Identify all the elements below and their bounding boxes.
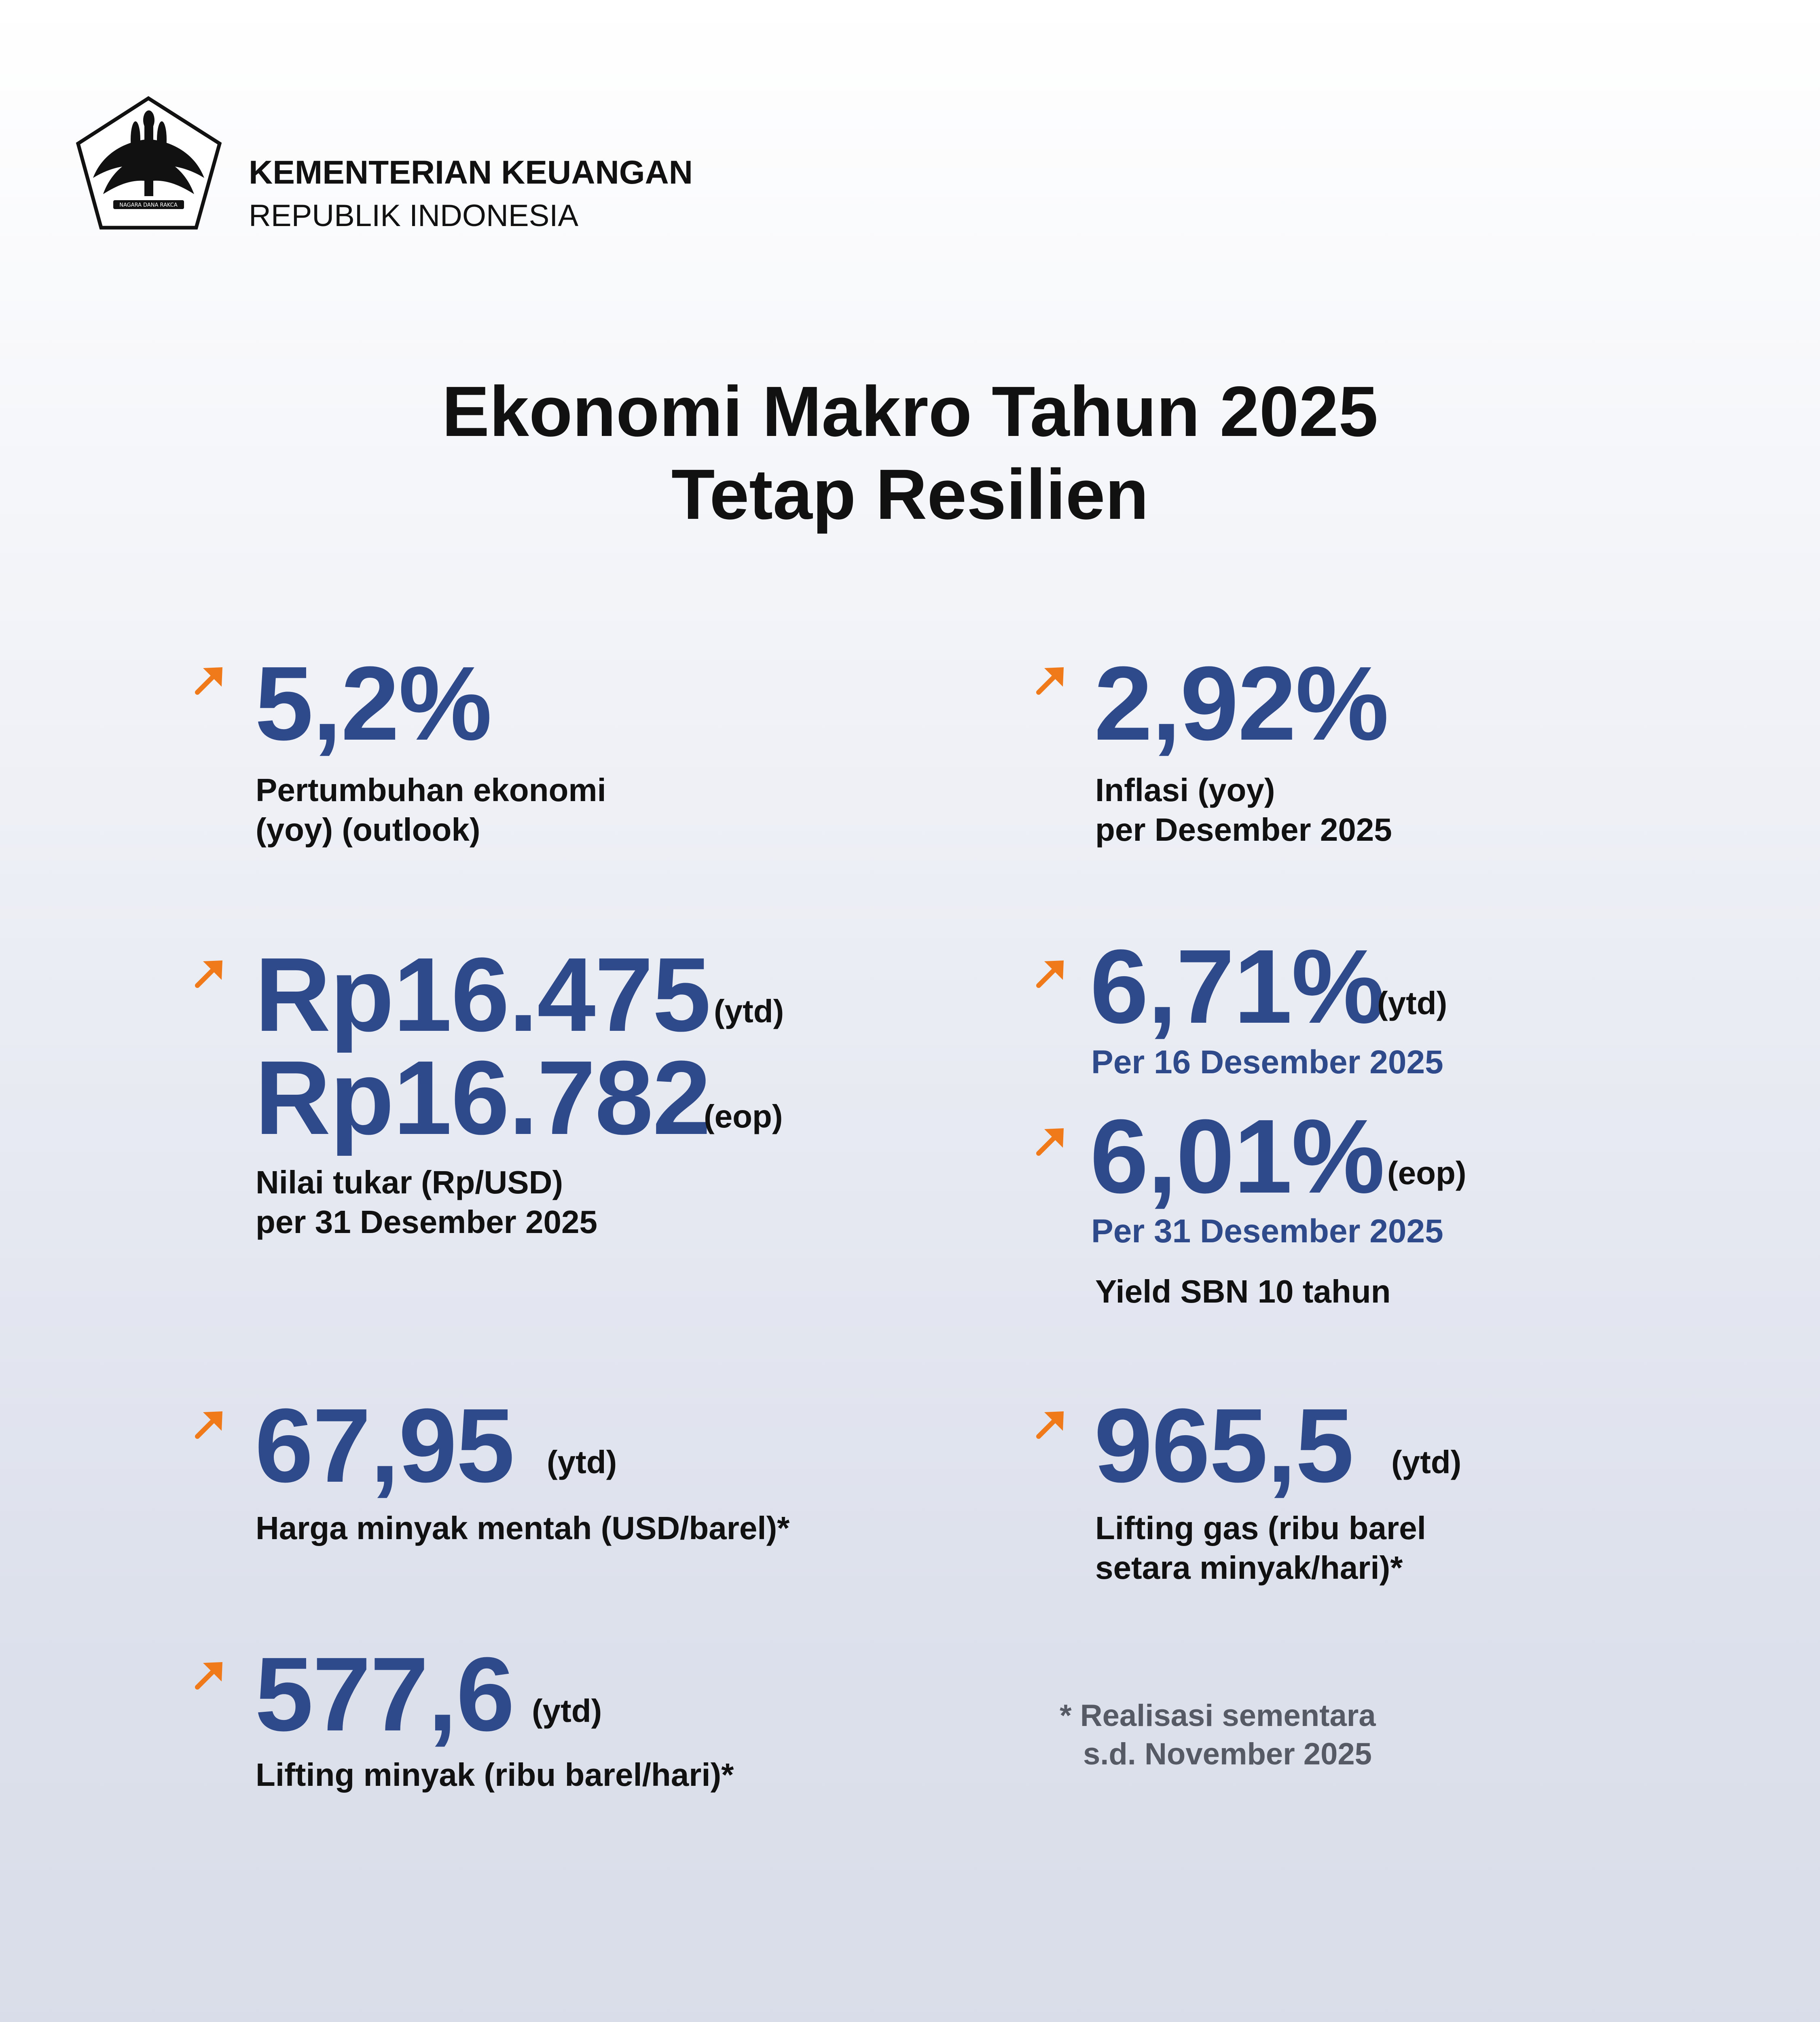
yield-ytd-tag: (ytd) [1377,985,1448,1021]
oil-lifting-tag: (ytd) [532,1693,602,1729]
oil-lifting-value: 577,6 [255,1636,514,1753]
arrow-up-right-icon [194,1407,226,1440]
oil-price-tag: (ytd) [547,1444,617,1480]
inflation-value: 2,92% [1094,645,1388,762]
gas-lifting-value: 965,5 [1094,1387,1353,1504]
exchange-eop-value: Rp16.782 [255,1039,710,1157]
growth-label: Pertumbuhan ekonomi (yoy) (outlook) [256,772,606,848]
yield-ytd-date: Per 16 Desember 2025 [1091,1044,1443,1081]
page-title-line2: Tetap Resilien [671,455,1149,534]
yield-label: Yield SBN 10 tahun [1095,1273,1391,1309]
arrow-up-right-icon [1035,663,1068,696]
arrow-up-right-icon [194,1658,226,1690]
yield-eop-tag: (eop) [1387,1155,1467,1191]
yield-ytd-value: 6,71% [1090,928,1384,1045]
arrow-up-right-icon [194,956,226,989]
exchange-ytd-value: Rp16.475 [255,936,710,1053]
yield-eop-value: 6,01% [1090,1098,1384,1215]
arrow-up-right-icon [194,663,226,696]
oil-price-value: 67,95 [255,1387,514,1504]
oil-price-label: Harga minyak mentah (USD/barel)* [256,1510,790,1546]
arrow-up-right-icon [1035,956,1068,989]
oil-lifting-label: Lifting minyak (ribu barel/hari)* [256,1757,734,1793]
gas-lifting-label: Lifting gas (ribu barel setara minyak/hari)* [1095,1510,1426,1586]
footnote: * Realisasi sementara s.d. November 2025 [1060,1698,1376,1771]
page-title-line1: Ekonomi Makro Tahun 2025 [442,372,1378,451]
arrow-up-right-icon [1035,1407,1068,1440]
logo-motto: NAGARA DANA RAKCA [119,202,178,208]
kemenkeu-logo [75,95,222,231]
gas-lifting-tag: (ytd) [1391,1444,1462,1480]
org-subtitle: REPUBLIK INDONESIA [249,199,579,233]
exchange-eop-tag: (eop) [704,1098,783,1134]
exchange-ytd-tag: (ytd) [714,993,784,1029]
arrow-up-right-icon [1035,1124,1068,1157]
growth-value: 5,2% [255,645,491,762]
exchange-label: Nilai tukar (Rp/USD) per 31 Desember 2025 [256,1164,597,1240]
yield-eop-date: Per 31 Desember 2025 [1091,1213,1443,1250]
inflation-label: Inflasi (yoy) per Desember 2025 [1095,772,1392,848]
org-name: KEMENTERIAN KEUANGAN [249,154,693,191]
